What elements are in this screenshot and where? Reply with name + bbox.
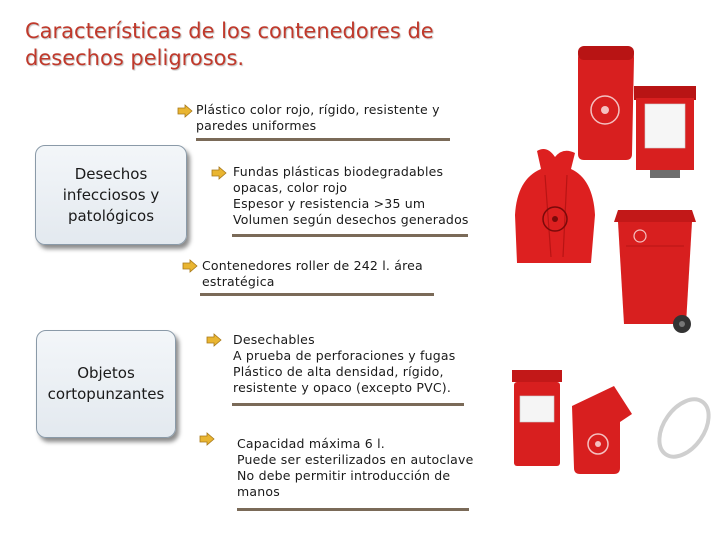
bullet-arrow-icon bbox=[177, 104, 193, 118]
red-bag-photo bbox=[505, 145, 609, 267]
underline bbox=[232, 234, 468, 237]
bullet-disposable: Desechables A prueba de perforaciones y fugas Plástico de alta densidad, rígido, resistente y opaco (excepto PVC). bbox=[233, 332, 456, 395]
bullet-roller-containers: Contenedores roller de 242 l. área estratégica bbox=[202, 258, 423, 289]
bullet-plastic-bags: Fundas plásticas biodegradables opacas, color rojo Espesor y resistencia >35 um Volumen según desechos generados bbox=[233, 164, 469, 227]
bullet-container-rigid: Plástico color rojo, rígido, resistente y paredes uniformes bbox=[196, 102, 440, 133]
bullet-capacity: Capacidad máxima 6 l. Puede ser esterilizados en autoclave No debe permitir introducción de manos bbox=[237, 436, 474, 499]
roller-container-photo bbox=[612, 206, 698, 338]
bullet-arrow-icon bbox=[206, 333, 222, 347]
underline bbox=[232, 403, 464, 406]
slide-title: Características de los contenedores de desechos peligrosos. bbox=[25, 19, 434, 70]
underline bbox=[237, 508, 469, 511]
category-sharps: Objetos cortopunzantes bbox=[36, 330, 176, 438]
sharps-containers-photo bbox=[508, 366, 714, 486]
underline bbox=[200, 293, 434, 296]
underline bbox=[196, 138, 450, 141]
bullet-arrow-icon bbox=[182, 259, 198, 273]
bullet-arrow-icon bbox=[211, 166, 227, 180]
bullet-arrow-icon bbox=[199, 432, 215, 446]
category-infectious-pathological: Desechos infecciosos y patológicos bbox=[35, 145, 187, 245]
